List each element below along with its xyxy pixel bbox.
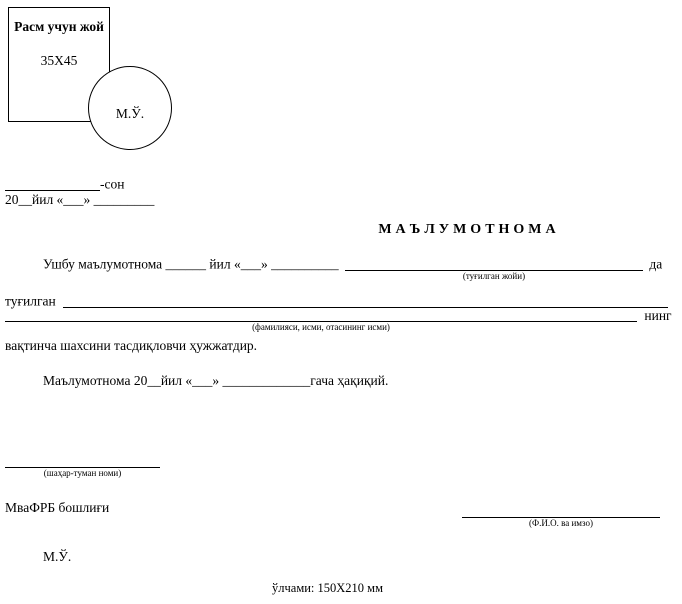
seal-label: М.Ў. xyxy=(115,106,145,121)
paragraph-issue-suffix: да xyxy=(649,256,663,272)
number-suffix: -сон xyxy=(100,176,125,192)
signature-caption: (Ф.И.О. ва имзо) xyxy=(529,517,593,528)
born-label: туғилган xyxy=(5,293,56,309)
seal-circle xyxy=(88,66,172,150)
photo-box-label: Расм учун жой xyxy=(14,19,104,34)
paragraph-issue-text: Ушбу маълумотнома ______ йил «___» __________ xyxy=(43,256,339,272)
full-name-line xyxy=(5,305,672,332)
bottom-seal-label: М.Ў. xyxy=(43,549,72,564)
birthplace-caption: (туғилган жойи) xyxy=(462,270,526,281)
city-line xyxy=(5,451,160,478)
city-blank xyxy=(5,453,160,478)
paragraph-issue xyxy=(5,254,680,281)
full-name-caption: (фамилияси, исми, отасининг исми) xyxy=(252,321,390,332)
size-note: ўлчами: 150Х210 мм xyxy=(272,581,383,595)
validity-text: Маълумотнома 20__йил «___» _____________гача ҳақиқий. xyxy=(43,373,389,388)
official-title: МваФРБ бошлиғи xyxy=(5,500,110,515)
signature-blank xyxy=(462,503,660,528)
document-number-line xyxy=(5,174,124,193)
number-blank xyxy=(5,176,100,191)
city-caption: (шаҳар-туман номи) xyxy=(43,467,122,478)
signature-line xyxy=(462,501,660,528)
page-title: МАЪЛУМОТНОМА xyxy=(378,222,560,237)
statement-line: вақтинча шахсини тасдиқловчи ҳужжатдир. xyxy=(5,338,258,353)
birthplace-blank xyxy=(345,256,643,281)
document-date-line: 20__йил «___» _________ xyxy=(5,192,155,207)
validity-line xyxy=(5,372,388,389)
full-name-blank xyxy=(5,307,637,332)
photo-size-label: 35X45 xyxy=(40,53,78,68)
full-name-suffix: нинг xyxy=(644,307,672,323)
